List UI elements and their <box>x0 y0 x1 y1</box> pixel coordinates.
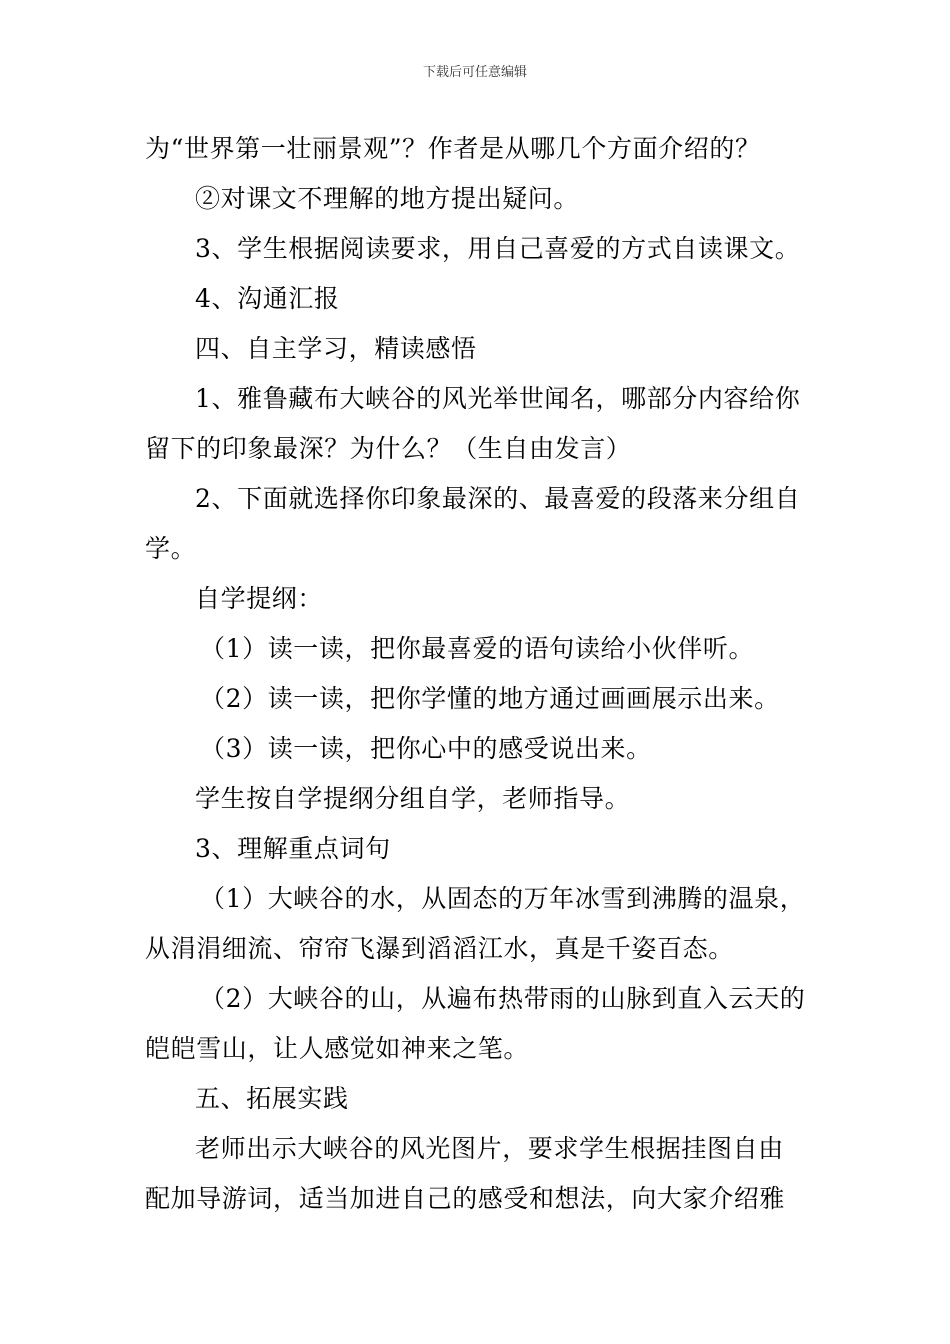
text-line: （1）读一读，把你最喜爱的语句读给小伙伴听。 <box>200 634 755 663</box>
text-line: 老师出示大峡谷的风光图片，要求学生根据挂图自由 <box>195 1134 784 1163</box>
text-line: 2、下面就选择你印象最深的、最喜爱的段落来分组自 <box>195 484 801 513</box>
text-line: ②对课文不理解的地方提出疑问。 <box>195 184 580 213</box>
text-line: 4、沟通汇报 <box>195 284 340 313</box>
text-line: （2）大峡谷的山，从遍布热带雨的山脉到直入云天的 <box>200 984 806 1013</box>
text-line: 皑皑雪山，让人感觉如神来之笔。 <box>145 1034 530 1063</box>
text-line: 配加导游词，适当加进自己的感受和想法，向大家介绍雅 <box>145 1184 786 1213</box>
text-line: 为“世界第一壮丽景观”？作者是从哪几个方面介绍的？ <box>145 134 761 163</box>
text-line: 学。 <box>145 534 197 563</box>
text-line: （2）读一读，把你学懂的地方通过画画展示出来。 <box>200 684 780 713</box>
section-heading: 四、自主学习，精读感悟 <box>195 334 477 363</box>
text-line: 3、学生根据阅读要求，用自己喜爱的方式自读课文。 <box>195 234 801 263</box>
text-line: 学生按自学提纲分组自学，老师指导。 <box>195 784 631 813</box>
text-line: 1、雅鲁藏布大峡谷的风光举世闻名，哪部分内容给你 <box>195 384 801 413</box>
text-line: 自学提纲： <box>195 584 324 613</box>
section-heading: 五、拓展实践 <box>195 1084 349 1113</box>
text-line: （1）大峡谷的水，从固态的万年冰雪到沸腾的温泉， <box>200 884 806 913</box>
text-line: 从涓涓细流、帘帘飞瀑到滔滔江水，真是千姿百态。 <box>145 934 734 963</box>
text-line: 留下的印象最深？为什么？（生自由发言） <box>145 434 632 463</box>
page-header: 下载后可任意编辑 <box>422 65 527 80</box>
text-line: 3、理解重点词句 <box>195 834 391 863</box>
text-line: （3）读一读，把你心中的感受说出来。 <box>200 734 652 763</box>
